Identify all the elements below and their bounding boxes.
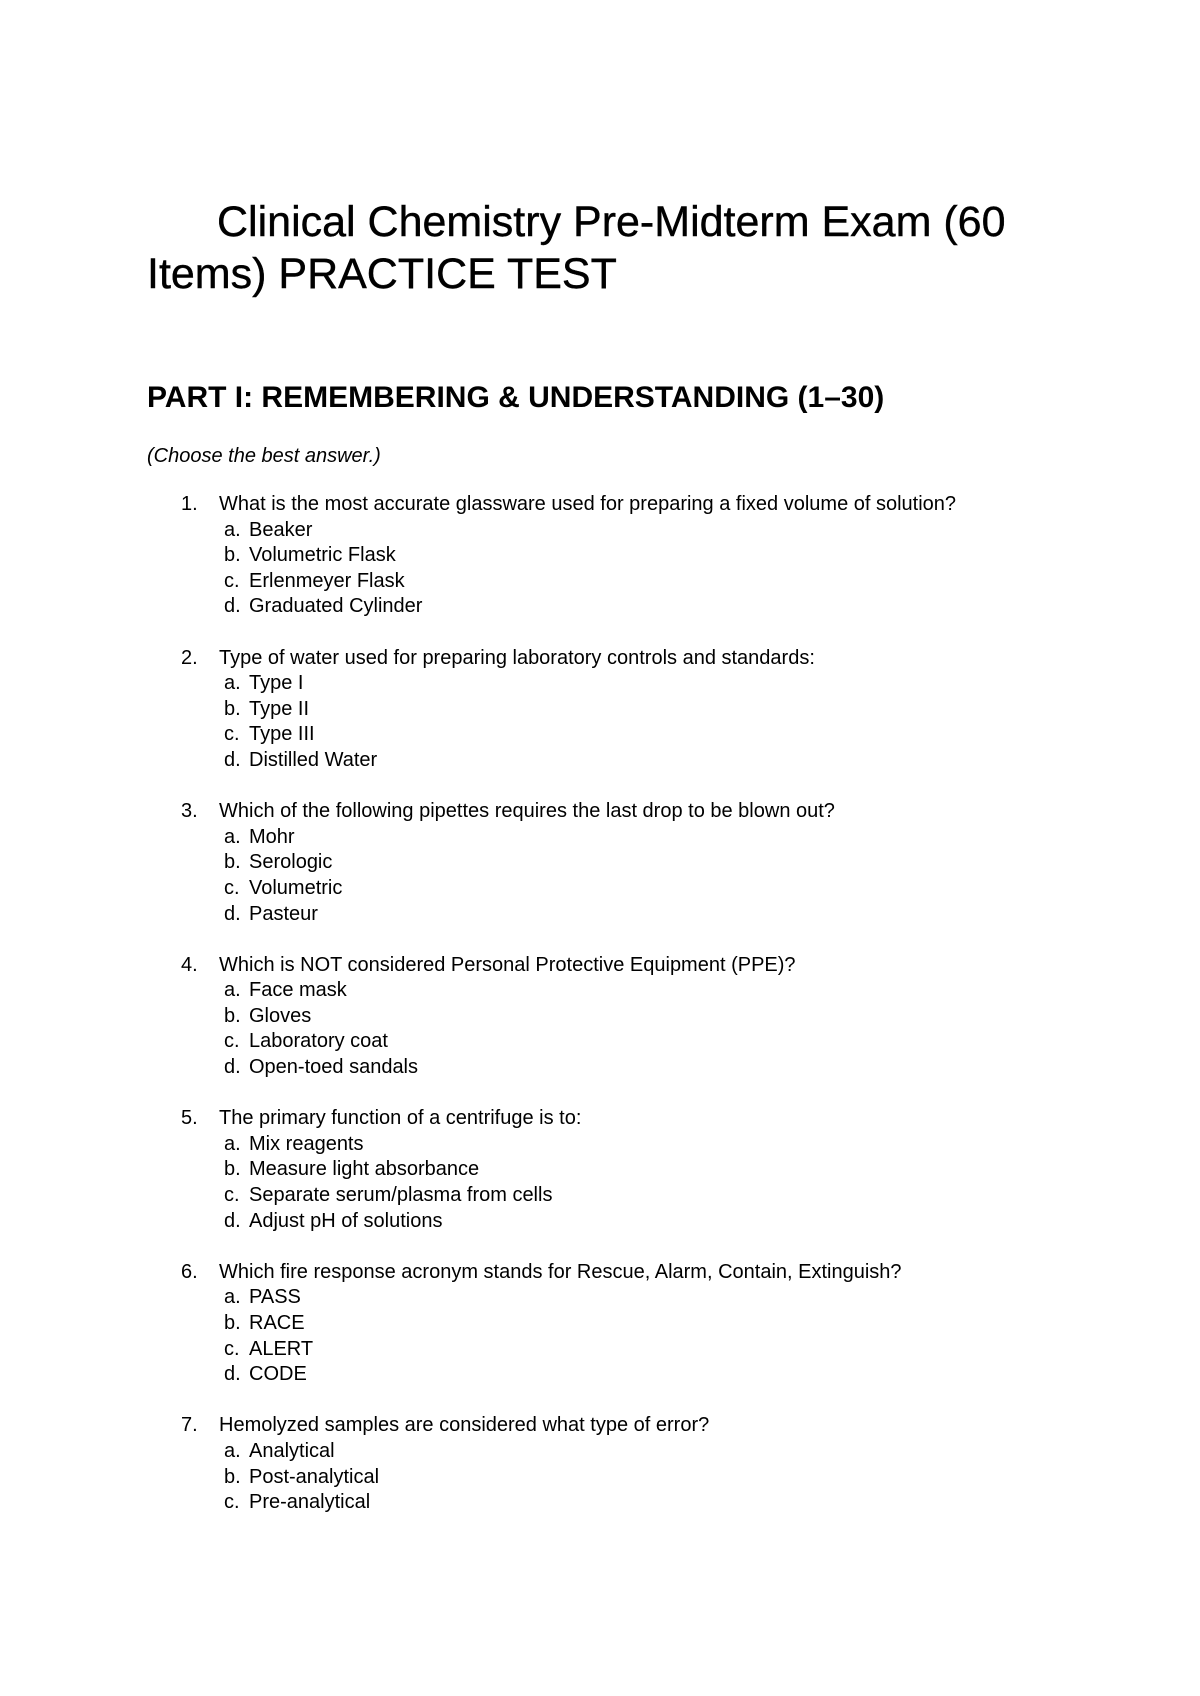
answer-option — [0, 518, 1200, 544]
option-letter: c. — [224, 1491, 240, 1514]
option-letter: c. — [224, 1184, 240, 1207]
instruction-text: (Choose the best answer.) — [147, 445, 381, 467]
question-number: 3. — [181, 800, 198, 823]
option-letter: d. — [224, 1209, 241, 1232]
part-heading: PART I: REMEMBERING & UNDERSTANDING (1–30) — [147, 381, 885, 414]
answer-option — [0, 1490, 1200, 1516]
question-text: Which is NOT considered Personal Protective Equipment (PPE)? — [219, 953, 796, 976]
answer-option — [0, 1209, 1200, 1235]
answer-option — [0, 1439, 1200, 1465]
answer-option — [0, 697, 1200, 723]
question-number: 5. — [181, 1107, 198, 1130]
answer-option — [0, 825, 1200, 851]
option-letter: d. — [224, 1056, 241, 1079]
option-text: Type III — [249, 723, 315, 746]
answer-option — [0, 1337, 1200, 1363]
option-letter: a. — [224, 1439, 241, 1462]
answer-option — [0, 543, 1200, 569]
option-letter: c. — [224, 1030, 240, 1053]
question-line — [0, 1413, 1200, 1439]
option-text: Mix reagents — [249, 1132, 364, 1155]
answer-options — [0, 825, 1200, 927]
option-text: Graduated Cylinder — [249, 595, 423, 618]
option-text: Separate serum/plasma from cells — [249, 1184, 553, 1207]
question-item — [0, 1106, 1200, 1234]
answer-option — [0, 1004, 1200, 1030]
option-text: CODE — [249, 1363, 307, 1386]
question-number: 1. — [181, 493, 198, 515]
question-number: 7. — [181, 1414, 198, 1437]
answer-options — [0, 1439, 1200, 1516]
option-text: Pasteur — [249, 902, 318, 925]
question-text: What is the most accurate glassware used for preparing a fixed volume of solution? — [219, 493, 957, 515]
option-text: RACE — [249, 1312, 305, 1334]
question-item — [0, 1413, 1200, 1515]
answer-options — [0, 1132, 1200, 1234]
option-letter: d. — [224, 595, 241, 618]
option-text: ALERT — [249, 1337, 314, 1360]
option-letter: a. — [224, 1286, 241, 1309]
document-title: Clinical Chemistry Pre-Midterm Exam (60 Items) PRACTICE TEST — [147, 198, 1006, 298]
question-item — [0, 1260, 1200, 1388]
option-text: Pre-analytical — [249, 1491, 371, 1514]
option-letter: b. — [224, 1158, 241, 1181]
question-item — [0, 646, 1200, 774]
option-text: PASS — [249, 1286, 301, 1309]
option-text: Type II — [249, 697, 310, 720]
answer-option — [0, 1465, 1200, 1491]
option-letter: b. — [224, 544, 241, 567]
answer-options — [0, 518, 1200, 620]
option-letter: a. — [224, 672, 241, 695]
option-letter: a. — [224, 1132, 241, 1155]
question-number: 4. — [181, 953, 198, 976]
answer-option — [0, 594, 1200, 620]
question-text: Which fire response acronym stands for Rescue, Alarm, Contain, Extinguish? — [219, 1260, 902, 1283]
option-letter: a. — [224, 979, 241, 1002]
question-text: The primary function of a centrifuge is to: — [219, 1107, 582, 1130]
option-text: Mohr — [249, 825, 295, 848]
option-text: Open-toed sandals — [249, 1056, 419, 1079]
question-item — [0, 953, 1200, 1081]
answer-option — [0, 876, 1200, 902]
option-letter: c. — [224, 723, 240, 746]
question-number: 2. — [181, 646, 198, 669]
question-text: Hemolyzed samples are considered what type of error? — [219, 1414, 710, 1437]
question-line — [0, 646, 1200, 672]
answer-option — [0, 850, 1200, 876]
answer-option — [0, 1311, 1200, 1337]
question-line — [0, 799, 1200, 825]
option-text: Gloves — [249, 1004, 312, 1027]
answer-option — [0, 748, 1200, 774]
answer-option — [0, 722, 1200, 748]
option-letter: b. — [224, 1004, 241, 1027]
option-text: Volumetric — [249, 876, 343, 899]
option-letter: d. — [224, 1363, 241, 1386]
answer-option — [0, 569, 1200, 595]
option-text: Post-analytical — [249, 1465, 380, 1488]
answer-options — [0, 978, 1200, 1080]
answer-option — [0, 978, 1200, 1004]
option-letter: c. — [224, 569, 240, 592]
question-line — [0, 1106, 1200, 1132]
answer-option — [0, 1157, 1200, 1183]
option-text: Adjust pH of solutions — [249, 1209, 443, 1232]
question-text: Type of water used for preparing laboratory controls and standards: — [219, 646, 815, 669]
answer-option — [0, 1285, 1200, 1311]
option-letter: b. — [224, 851, 241, 874]
answer-option — [0, 1183, 1200, 1209]
answer-options — [0, 1285, 1200, 1387]
answer-option — [0, 1055, 1200, 1081]
question-text: Which of the following pipettes requires the last drop to be blown out? — [219, 800, 835, 823]
question-item — [0, 492, 1200, 620]
option-text: Type I — [249, 672, 304, 695]
answer-options — [0, 671, 1200, 773]
question-line — [0, 953, 1200, 979]
question-item — [0, 799, 1200, 927]
option-letter: c. — [224, 876, 240, 899]
option-letter: b. — [224, 1465, 241, 1488]
option-text: Distilled Water — [249, 748, 378, 771]
answer-option — [0, 1132, 1200, 1158]
answer-option — [0, 902, 1200, 928]
option-text: Measure light absorbance — [249, 1158, 480, 1181]
option-letter: b. — [224, 697, 241, 720]
option-text: Beaker — [249, 518, 313, 541]
question-list — [0, 492, 1200, 1541]
option-letter: a. — [224, 518, 241, 541]
question-line — [0, 492, 1200, 518]
answer-option — [0, 1362, 1200, 1388]
answer-option — [0, 1029, 1200, 1055]
question-line — [0, 1260, 1200, 1286]
option-letter: d. — [224, 902, 241, 925]
option-letter: b. — [224, 1312, 241, 1334]
option-text: Analytical — [249, 1439, 335, 1462]
option-letter: d. — [224, 748, 241, 771]
option-text: Volumetric Flask — [249, 544, 396, 567]
question-number: 6. — [181, 1260, 198, 1283]
option-letter: a. — [224, 825, 241, 848]
option-letter: c. — [224, 1337, 240, 1360]
option-text: Serologic — [249, 851, 333, 874]
option-text: Erlenmeyer Flask — [249, 569, 405, 592]
option-text: Laboratory coat — [249, 1030, 388, 1053]
answer-option — [0, 671, 1200, 697]
option-text: Face mask — [249, 979, 347, 1002]
